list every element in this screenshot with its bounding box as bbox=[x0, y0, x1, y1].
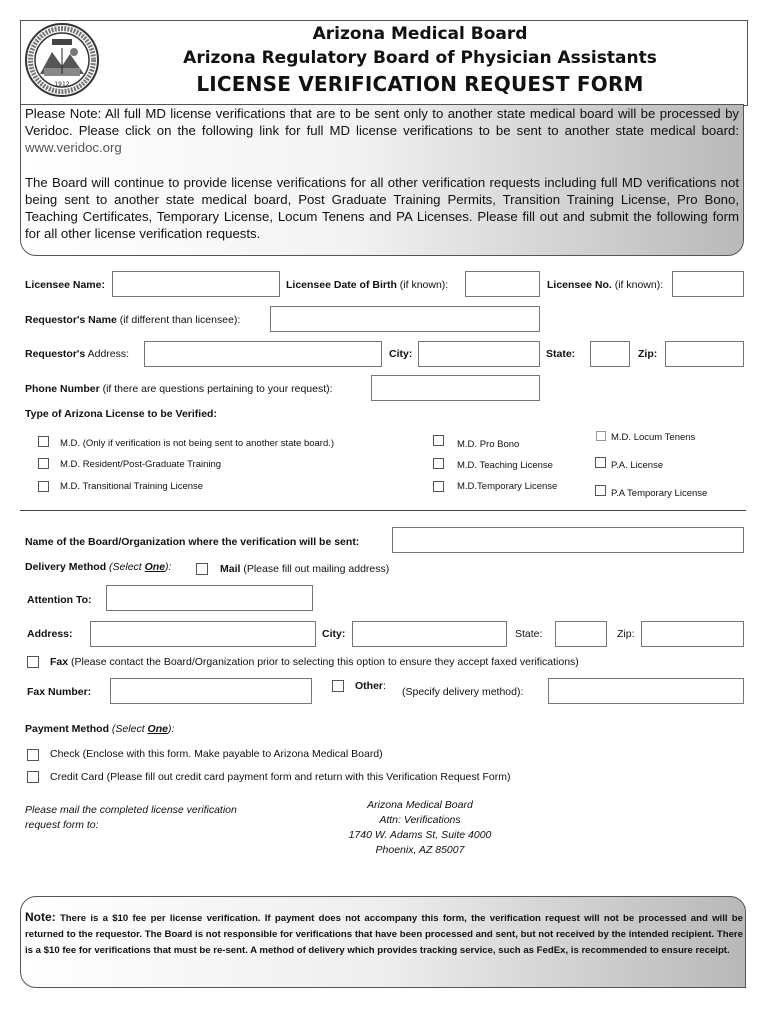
mail-instruction-line-1: Please mail the completed license verification bbox=[25, 804, 237, 816]
note-body: There is a $10 fee per license verification. If payment does not accompany this form, the verification request will not be processed and will be returned to the requestor. The Board is not responsible for verifications that have been processed and sent, but not received by the intended recipient. There is a $10 fee for verifications that must be re-sent. A method of delivery which provides tracking service, such as FedEx, is recommended to ensure receipt. bbox=[25, 913, 743, 956]
mail-instruction-line-2: request form to: bbox=[25, 819, 99, 831]
notice-box bbox=[20, 104, 744, 256]
delivery-zip-label: Zip: bbox=[617, 628, 635, 640]
check-payment-checkbox[interactable] bbox=[27, 749, 39, 761]
md-transitional-option-label: M.D. Transitional Training License bbox=[60, 481, 204, 492]
requestor-zip-label: Zip: bbox=[638, 348, 658, 360]
md-locum-tenens-option-label: M.D. Locum Tenens bbox=[611, 432, 696, 443]
mailing-address bbox=[320, 798, 520, 858]
pa-license-checkbox[interactable] bbox=[595, 457, 606, 468]
delivery-city-field[interactable] bbox=[352, 621, 507, 647]
seal-year: 1912 bbox=[54, 81, 70, 88]
requestor-state-label: State: bbox=[546, 348, 576, 360]
notice-text-1: Please Note: All full MD license verifications that are to be sent only to another state medical board will be processed by Veridoc. Please click on the following link for full MD license verifications to be sent to another state medical board: bbox=[25, 106, 739, 138]
check-payment-label: Check (Enclose with this form. Make payable to Arizona Medical Board) bbox=[50, 748, 383, 760]
board-name-label: Name of the Board/Organization where the verification will be sent: bbox=[25, 536, 360, 548]
fee-note-box bbox=[20, 896, 746, 988]
delivery-zip-field[interactable] bbox=[641, 621, 744, 647]
md-teaching-checkbox[interactable] bbox=[433, 458, 444, 469]
license-type-heading: Type of Arizona License to be Verified: bbox=[25, 408, 217, 420]
requestor-zip-field[interactable] bbox=[665, 341, 744, 367]
requestor-state-field[interactable] bbox=[590, 341, 630, 367]
md-temporary-option-label: M.D.Temporary License bbox=[457, 481, 558, 492]
md-transitional-checkbox[interactable] bbox=[38, 481, 49, 492]
attention-label: Attention To: bbox=[27, 594, 92, 606]
mailing-address-line-1: Arizona Medical Board bbox=[367, 799, 473, 811]
delivery-address-field[interactable] bbox=[90, 621, 316, 647]
md-locum-tenens-checkbox[interactable] bbox=[596, 431, 606, 441]
veridoc-link[interactable]: www.veridoc.org bbox=[25, 140, 122, 155]
other-hint-label: (Specify delivery method): bbox=[402, 686, 524, 698]
md-pro-bono-checkbox[interactable] bbox=[433, 435, 444, 446]
licensee-name-field[interactable] bbox=[112, 271, 280, 297]
notice-paragraph-1 bbox=[21, 105, 743, 156]
board-name-field[interactable] bbox=[392, 527, 744, 553]
md-resident-option-label: M.D. Resident/Post-Graduate Training bbox=[60, 459, 222, 470]
fee-note-text bbox=[25, 909, 743, 959]
phone-label: Phone Number (if there are questions pertaining to your request): bbox=[25, 383, 333, 395]
fax-checkbox[interactable] bbox=[27, 656, 39, 668]
mailing-address-line-4: Phoenix, AZ 85007 bbox=[375, 844, 465, 856]
fax-number-field[interactable] bbox=[110, 678, 312, 704]
mailing-address-line-2: Attn: Verifications bbox=[379, 814, 461, 826]
requestor-name-label: Requestor's Name (if different than licensee): bbox=[25, 314, 241, 326]
note-heading: Note: bbox=[25, 910, 56, 924]
delivery-address-label: Address: bbox=[27, 628, 73, 640]
credit-card-checkbox[interactable] bbox=[27, 771, 39, 783]
other-method-field[interactable] bbox=[548, 678, 744, 704]
section-divider bbox=[20, 510, 746, 511]
delivery-method-label: Delivery Method (Select One): bbox=[25, 561, 172, 573]
md-teaching-option-label: M.D. Teaching License bbox=[457, 460, 553, 471]
mailing-address-line-3: 1740 W. Adams St, Suite 4000 bbox=[348, 829, 492, 841]
phone-field[interactable] bbox=[371, 375, 540, 401]
other-option-label: Other: bbox=[355, 680, 386, 692]
requestor-address-label: Requestor's Address: bbox=[25, 348, 130, 360]
licensee-no-label: Licensee No. (if known): bbox=[547, 279, 664, 291]
other-checkbox[interactable] bbox=[332, 680, 344, 692]
mail-checkbox[interactable] bbox=[196, 563, 208, 575]
notice-paragraph-2: The Board will continue to provide license verifications for all other verification requests including full MD verifications not being sent to another state medical board, Post Graduate Training Permits, Transition Training License, Pro Bono, Teaching Certificates, Temporary License, Locum Tenens and PA Licenses. Please fill out and submit the following form for all other license verification requests. bbox=[25, 175, 739, 241]
md-resident-checkbox[interactable] bbox=[38, 458, 49, 469]
board-subtitle: Arizona Regulatory Board of Physician Assistants bbox=[183, 48, 657, 68]
pa-license-option-label: P.A. License bbox=[611, 460, 664, 471]
state-seal-icon bbox=[24, 22, 100, 98]
requestor-address-field[interactable] bbox=[144, 341, 382, 367]
requestor-city-label: City: bbox=[389, 348, 413, 360]
licensee-no-field[interactable] bbox=[672, 271, 744, 297]
pa-temporary-checkbox[interactable] bbox=[595, 485, 606, 496]
licensee-dob-field[interactable] bbox=[465, 271, 540, 297]
form-title: LICENSE VERIFICATION REQUEST FORM bbox=[196, 72, 644, 96]
attention-field[interactable] bbox=[106, 585, 313, 611]
md-pro-bono-option-label: M.D. Pro Bono bbox=[457, 439, 520, 450]
md-temporary-checkbox[interactable] bbox=[433, 481, 444, 492]
mail-option-label: Mail (Please fill out mailing address) bbox=[220, 563, 390, 575]
md-option-label: M.D. (Only if verification is not being sent to another state board.) bbox=[60, 438, 335, 449]
credit-card-label: Credit Card (Please fill out credit card payment form and return with this Verification Request Form) bbox=[50, 771, 511, 783]
md-checkbox[interactable] bbox=[38, 436, 49, 447]
delivery-city-label: City: bbox=[322, 628, 346, 640]
pa-temporary-option-label: P.A Temporary License bbox=[611, 488, 708, 499]
board-title: Arizona Medical Board bbox=[312, 24, 528, 44]
requestor-name-field[interactable] bbox=[270, 306, 540, 332]
fax-option-label: Fax (Please contact the Board/Organization prior to selecting this option to ensure they accept faxed verifications) bbox=[50, 656, 579, 668]
delivery-state-label: State: bbox=[515, 628, 543, 640]
licensee-dob-label: Licensee Date of Birth (if known): bbox=[286, 279, 449, 291]
delivery-state-field[interactable] bbox=[555, 621, 607, 647]
fax-number-label: Fax Number: bbox=[27, 686, 92, 698]
licensee-name-label: Licensee Name: bbox=[25, 279, 105, 291]
payment-method-label: Payment Method (Select One): bbox=[25, 723, 175, 735]
requestor-city-field[interactable] bbox=[418, 341, 540, 367]
